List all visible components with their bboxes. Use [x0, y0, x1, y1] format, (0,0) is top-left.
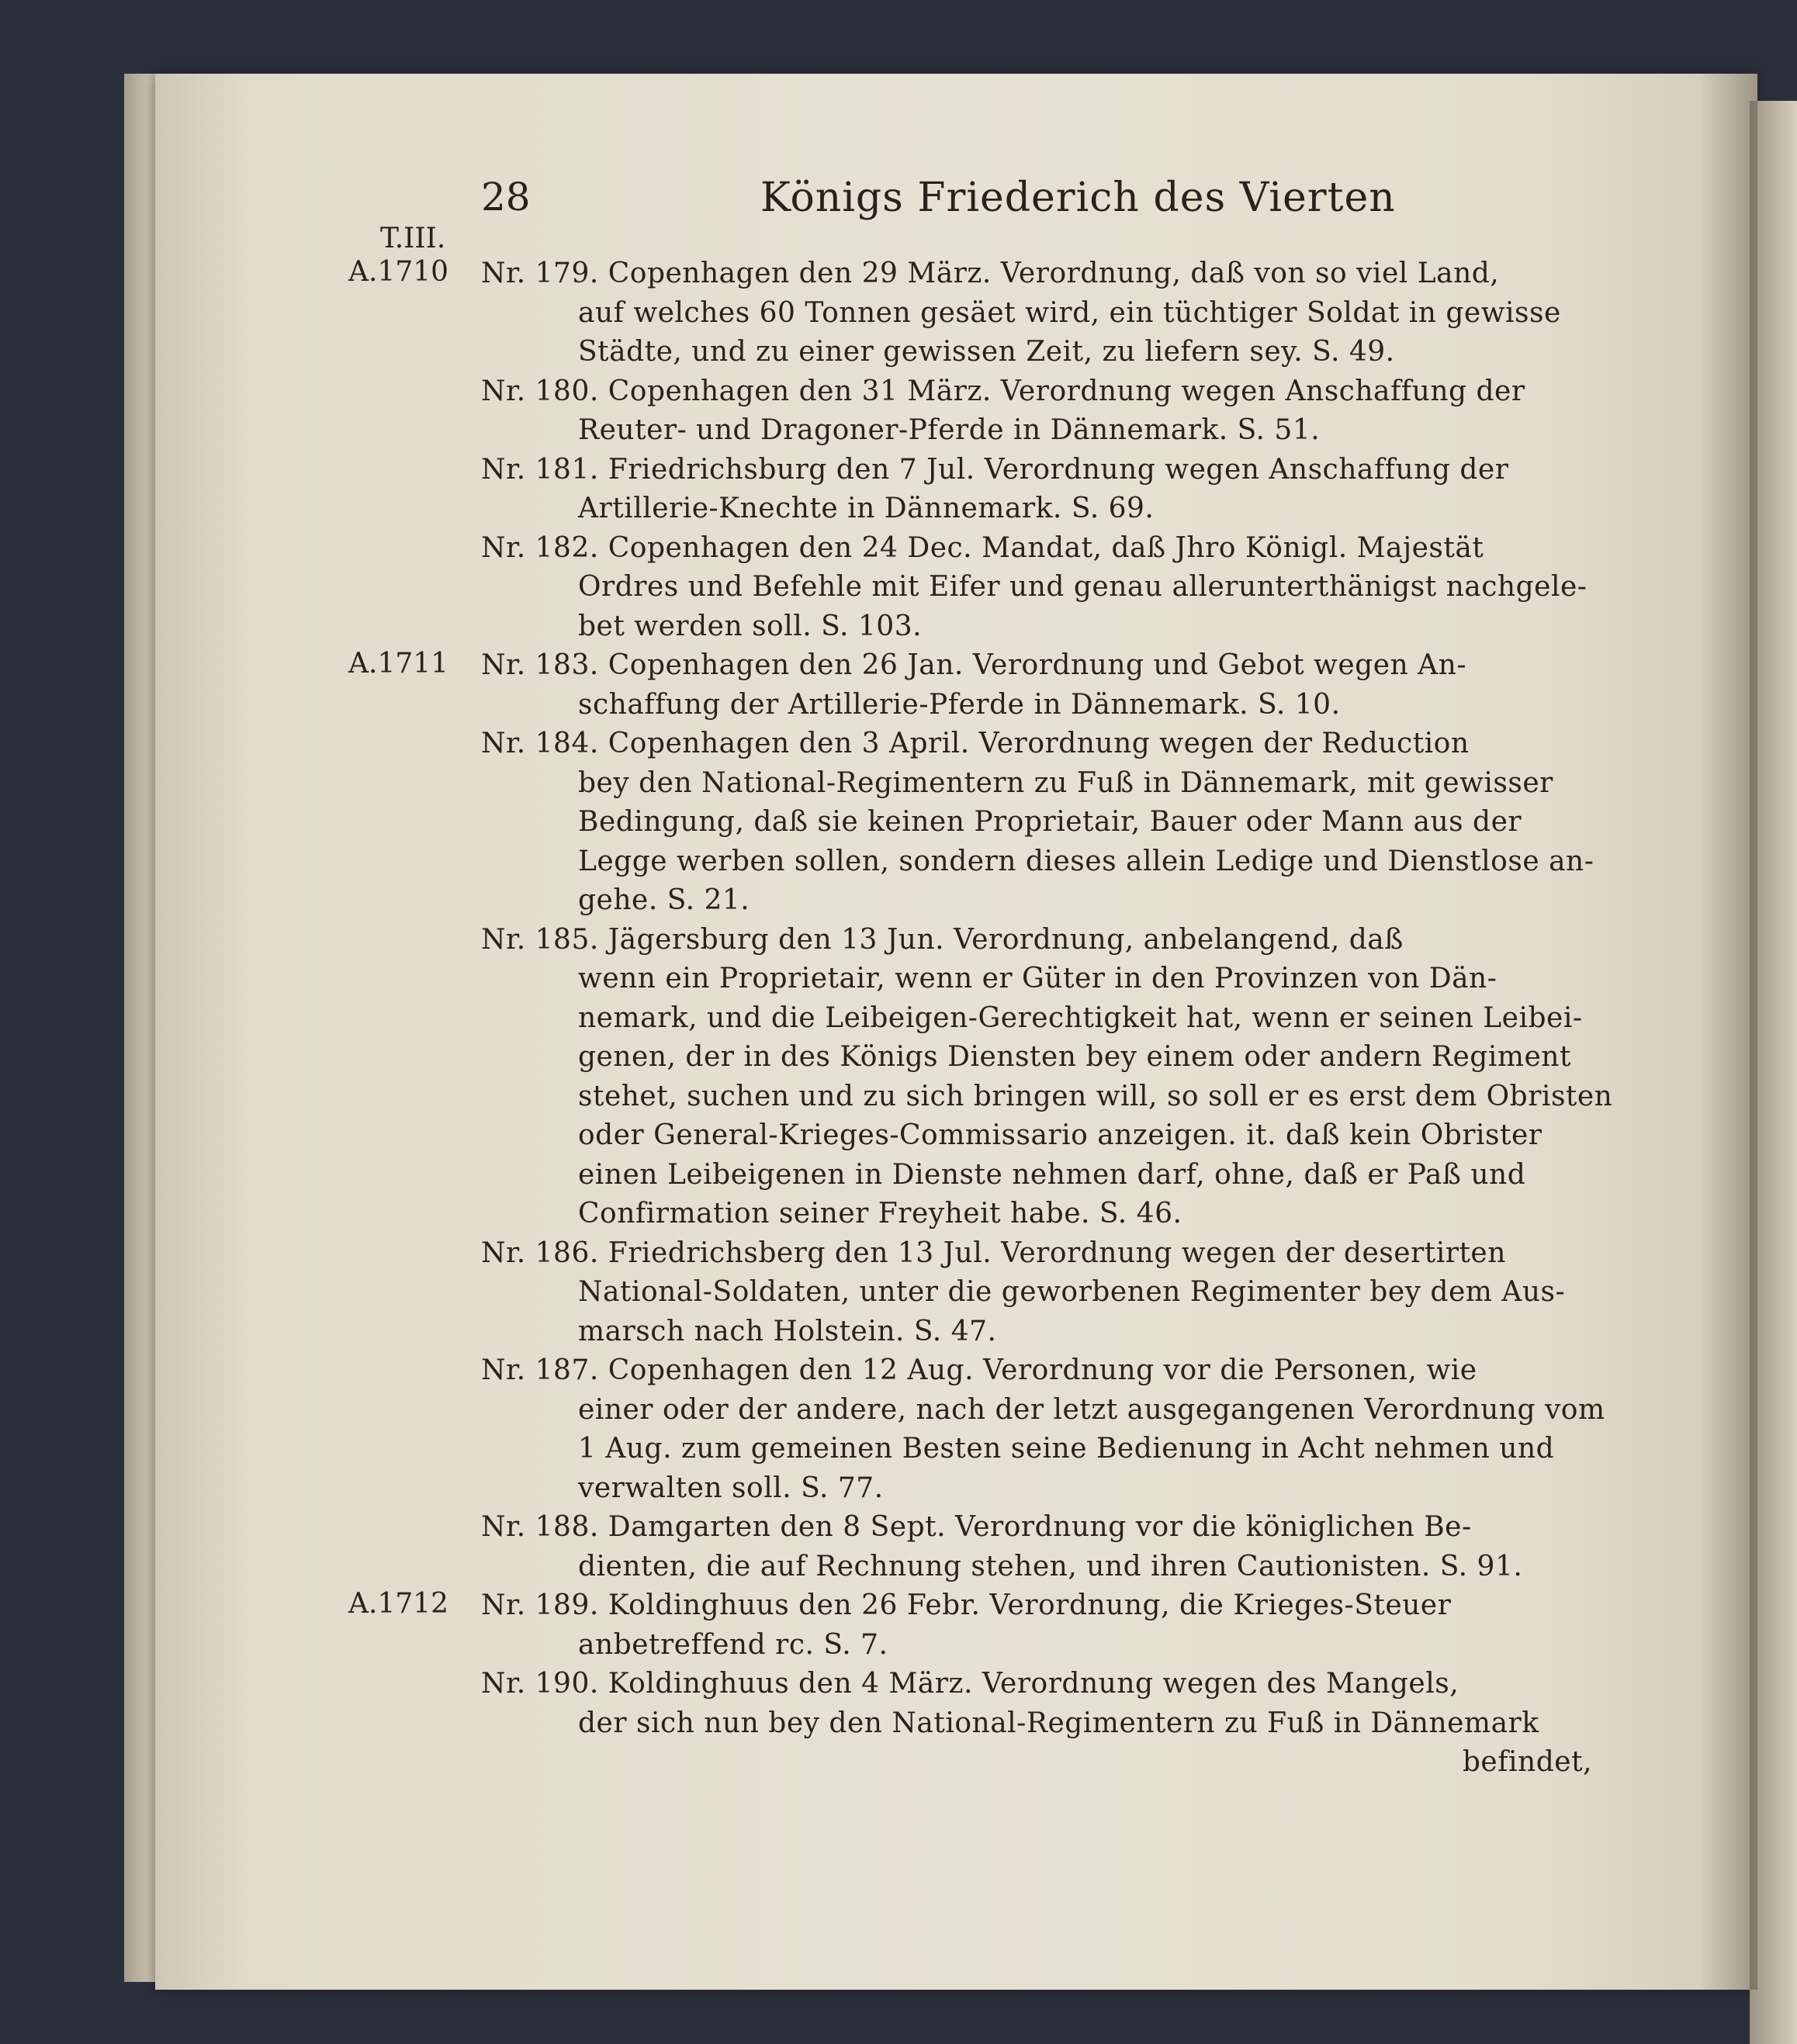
- ordinance-entry: [349, 725, 1606, 921]
- year-marker: A.1710: [348, 256, 449, 288]
- entry-heading-line: Nr. 187. Copenhagen den 12 Aug. Verordnung vor die Personen, wie: [481, 1354, 1477, 1386]
- catchword: befindet,: [1462, 1746, 1592, 1778]
- entry-text-line: anbetreffend rc. S. 7.: [578, 1628, 888, 1661]
- entry-text-line: Städte, und zu einer gewissen Zeit, zu liefern sey. S. 49.: [578, 336, 1395, 368]
- entry-text-line: dienten, die auf Rechnung stehen, und ihren Cautionisten. S. 91.: [578, 1550, 1523, 1582]
- entry-heading-line: Nr. 185. Jägersburg den 13 Jun. Verordnung, anbelangend, daß: [481, 923, 1404, 956]
- ordinance-entry: [349, 1508, 1606, 1586]
- entry-text-line: der sich nun bey den National-Regimentern zu Fuß in Dännemark: [578, 1707, 1539, 1739]
- entry-text-line: bey den National-Regimentern zu Fuß in Dännemark, mit gewisser: [578, 766, 1553, 799]
- entry-heading-line: Nr. 190. Koldinghuus den 4 März. Verordnung wegen des Mangels,: [481, 1668, 1459, 1700]
- entry-text-line: schaffung der Artillerie-Pferde in Dännemark. S. 10.: [578, 688, 1341, 721]
- entry-text-line: auf welches 60 Tonnen gesäet wird, ein tüchtiger Soldat in gewisse: [578, 296, 1561, 329]
- entry-text-line: Reuter- und Dragoner-Pferde in Dännemark. S. 51.: [578, 414, 1321, 446]
- entry-text-line: einer oder der andere, nach der letzt ausgegangenen Verordnung vom: [578, 1393, 1605, 1426]
- ordinance-entry: [349, 372, 1606, 451]
- ordinance-entry: [349, 1665, 1606, 1743]
- entry-heading-line: Nr. 184. Copenhagen den 3 April. Verordnung wegen der Reduction: [481, 728, 1470, 759]
- ordinance-entry: [349, 921, 1613, 1234]
- ordinance-entry: [349, 529, 1606, 647]
- entry-text-line: verwalten soll. S. 77.: [578, 1472, 884, 1504]
- entry-text-line: Legge werben sollen, sondern dieses allein Ledige und Dienstlose an-: [578, 845, 1594, 877]
- entry-text-line: marsch nach Holstein. S. 47.: [578, 1315, 997, 1347]
- volume-marker: T.III.: [380, 223, 446, 254]
- ordinance-entry: [349, 1234, 1606, 1352]
- entry-text-line: wenn ein Proprietair, wenn er Güter in den Provinzen von Dän-: [578, 963, 1498, 994]
- entry-text-line: gehe. S. 21.: [578, 884, 750, 916]
- entry-text-line: oder General-Krieges-Commissario anzeigen. it. daß kein Obrister: [578, 1119, 1543, 1151]
- entry-text-line: Artillerie-Knechte in Dännemark. S. 69.: [578, 493, 1155, 524]
- entry-text-line: 1 Aug. zum gemeinen Besten seine Bedienung in Acht nehmen und: [578, 1433, 1555, 1465]
- entry-text-line: National-Soldaten, unter die geworbenen Regimenter bey dem Aus-: [578, 1276, 1566, 1308]
- entry-heading-line: Nr. 180. Copenhagen den 31 März. Verordnung wegen Anschaffung der: [481, 375, 1525, 407]
- entry-text-line: stehet, suchen und zu sich bringen will, so soll er es erst dem Obristen: [578, 1080, 1613, 1112]
- entry-text-line: Bedingung, daß sie keinen Proprietair, Bauer oder Mann aus der: [578, 806, 1522, 838]
- ordinance-entry: [349, 1586, 1606, 1665]
- year-marker: A.1712: [348, 1588, 449, 1620]
- entry-heading-line: Nr. 179. Copenhagen den 29 März. Verordnung, daß von so viel Land,: [481, 258, 1500, 289]
- entry-text-line: einen Leibeigenen in Dienste nehmen darf, ohne, daß er Paß und: [578, 1158, 1526, 1191]
- gutter-shadow: [1699, 74, 1757, 1990]
- ordinance-entry: [349, 1351, 1606, 1508]
- entry-heading-line: Nr. 188. Damgarten den 8 Sept. Verordnung vor die königlichen Be-: [481, 1511, 1472, 1543]
- entry-text-line: Ordres und Befehle mit Eifer und genau allerunterthänigst nachgele-: [578, 571, 1588, 603]
- entry-heading-line: Nr. 186. Friedrichsberg den 13 Jul. Verordnung wegen der desertirten: [481, 1236, 1506, 1269]
- page-number: 28: [481, 175, 531, 220]
- entry-heading-line: Nr. 189. Koldinghuus den 26 Febr. Verordnung, die Krieges-Steuer: [481, 1589, 1452, 1621]
- running-title: Königs Friederich des Vierten: [760, 175, 1396, 221]
- entry-heading-line: Nr. 183. Copenhagen den 26 Jan. Verordnung und Gebot wegen An-: [481, 649, 1466, 681]
- entry-text-line: genen, der in des Königs Diensten bey einem oder andern Regiment: [578, 1041, 1571, 1073]
- entry-text-line: Confirmation seiner Freyheit habe. S. 46.: [578, 1198, 1182, 1230]
- page-header: [481, 175, 1598, 229]
- ordinance-entry: [349, 451, 1606, 529]
- entry-heading-line: Nr. 182. Copenhagen den 24 Dec. Mandat, daß Jhro Königl. Majestät: [481, 531, 1484, 564]
- ordinance-entry: [349, 254, 1606, 372]
- entry-text-line: nemark, und die Leibeigen-Gerechtigkeit hat, wenn er seinen Leibei-: [578, 1001, 1583, 1034]
- entry-heading-line: Nr. 181. Friedrichsburg den 7 Jul. Verordnung wegen Anschaffung der: [481, 453, 1509, 486]
- entry-text-line: bet werden soll. S. 103.: [578, 610, 923, 642]
- year-marker: A.1711: [348, 648, 449, 680]
- entry-list: [348, 254, 1613, 1783]
- ordinance-entry: [349, 646, 1606, 725]
